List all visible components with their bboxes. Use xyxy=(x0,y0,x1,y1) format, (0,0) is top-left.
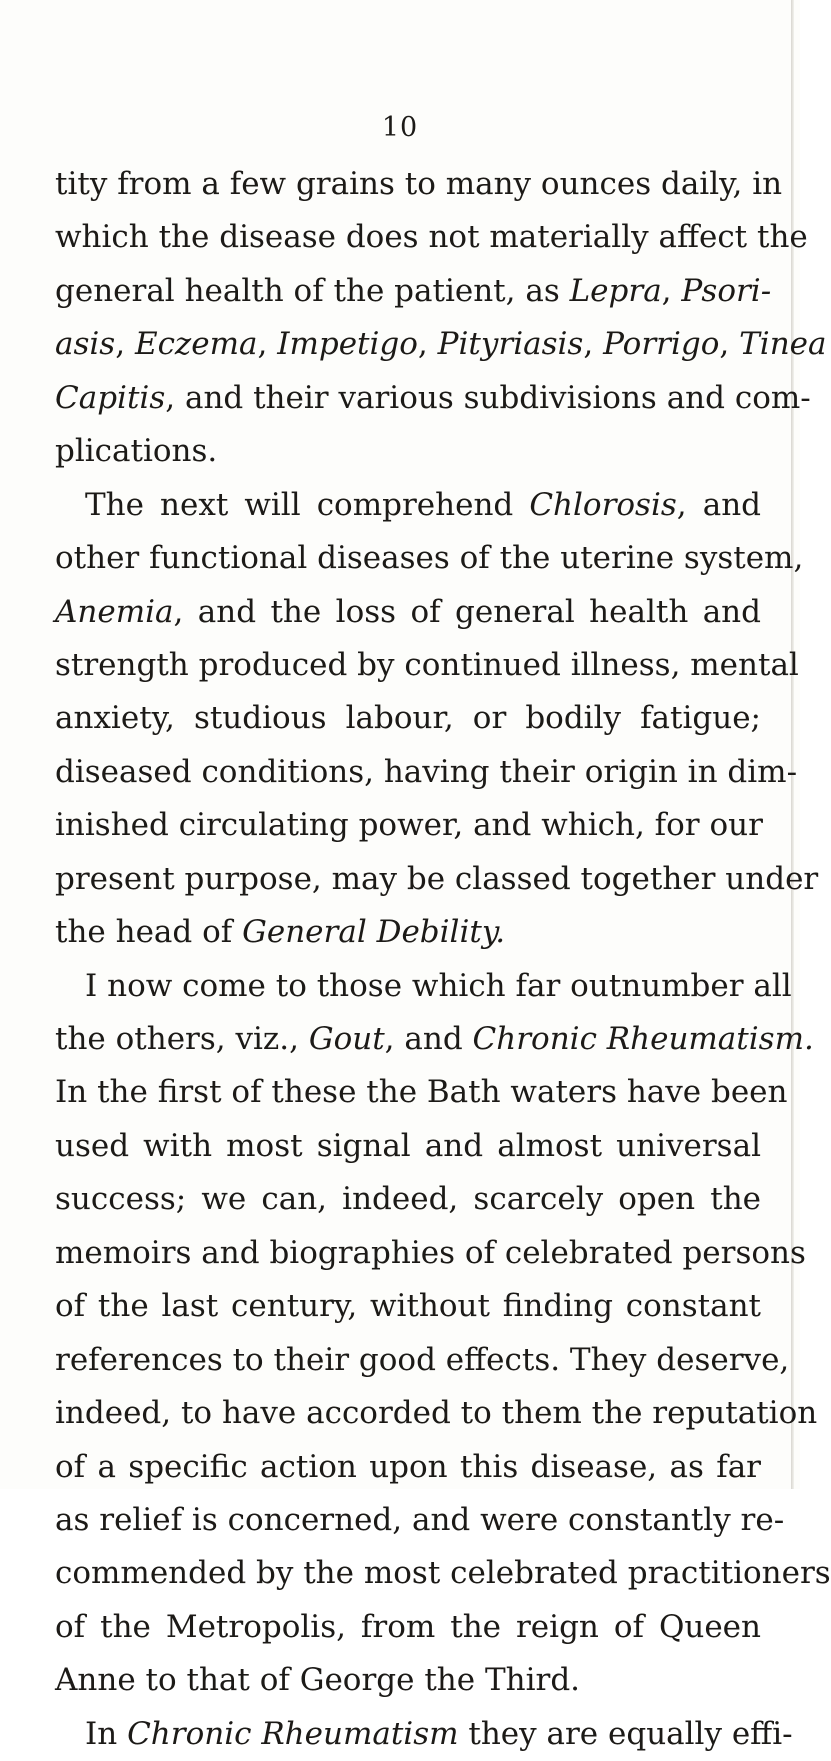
text-run: diseased conditions, having their origin in dim- xyxy=(55,753,798,790)
text-line xyxy=(55,746,798,799)
text-run: , xyxy=(257,326,278,363)
text-line xyxy=(55,1227,806,1280)
text-line xyxy=(55,1013,814,1066)
text-run: indeed, to have accorded to them the reputation xyxy=(55,1395,818,1432)
text-run: of a specific action upon this disease, as far xyxy=(55,1448,761,1485)
italic-term: asis xyxy=(55,326,116,363)
italic-term: Gout xyxy=(308,1021,385,1057)
text-line xyxy=(55,211,808,264)
italic-term: General Debility. xyxy=(242,914,506,951)
text-line xyxy=(55,1173,761,1226)
text-line xyxy=(55,1280,761,1333)
text-line xyxy=(55,158,783,211)
text-run: used with most signal and almost universal xyxy=(55,1127,761,1164)
text-run: success; we can, indeed, scarcely open the xyxy=(55,1181,761,1218)
text-run: , and the loss of general health and xyxy=(173,593,761,630)
text-line xyxy=(55,692,761,745)
text-run: of the last century, without finding constant xyxy=(55,1288,761,1325)
text-run: I now come to those which far outnumber all xyxy=(85,967,792,1004)
text-line xyxy=(55,1441,761,1494)
text-run: strength produced by continued illness, mental xyxy=(55,646,799,683)
page-number: 10 xyxy=(381,112,419,143)
text-line xyxy=(55,1066,788,1119)
text-line xyxy=(55,318,827,371)
text-run: memoirs and biographies of celebrated persons xyxy=(55,1234,806,1271)
text-run: inished circulating power, and which, for our xyxy=(55,807,763,844)
text-line xyxy=(55,1708,793,1761)
italic-term: Impetigo xyxy=(277,326,418,363)
text-line xyxy=(55,1654,761,1707)
text-run: as relief is concerned, and were constantly re- xyxy=(55,1501,785,1538)
text-run: general health of the patient, as xyxy=(55,272,570,309)
text-run: , xyxy=(661,272,682,309)
text-line xyxy=(55,853,819,906)
italic-term: Lepra xyxy=(569,272,662,309)
text-line xyxy=(55,1547,831,1600)
text-run: tity from a few grains to many ounces daily, in xyxy=(55,166,783,202)
text-run: , xyxy=(719,326,740,363)
text-line xyxy=(55,1601,761,1654)
text-line xyxy=(55,372,811,425)
text-run: anxiety, studious labour, or bodily fatigue; xyxy=(55,700,761,737)
text-line xyxy=(55,1494,785,1547)
text-run: , and xyxy=(384,1021,473,1057)
text-run: the head of xyxy=(55,914,243,951)
italic-term: Psori- xyxy=(681,272,772,309)
text-run: commended by the most celebrated practitioners xyxy=(55,1555,831,1592)
text-run: they are equally effi- xyxy=(458,1715,793,1752)
italic-term: Anemia xyxy=(55,593,174,630)
text-run: In the first of these the Bath waters have been xyxy=(55,1074,788,1111)
body-text xyxy=(55,158,831,1761)
text-line xyxy=(55,639,799,692)
text-line xyxy=(55,425,761,478)
text-run: plications. xyxy=(55,433,218,470)
text-run: other functional diseases of the uterine system, xyxy=(55,540,804,577)
text-run: , xyxy=(583,326,604,363)
text-line xyxy=(55,906,761,959)
italic-term: Eczema xyxy=(134,326,258,363)
italic-term: Tinea xyxy=(739,326,827,363)
italic-term: Porrigo xyxy=(603,326,720,363)
text-line xyxy=(55,799,761,852)
italic-term: Chronic Rheumatism. xyxy=(472,1021,814,1057)
text-run: which the disease does not materially affect the xyxy=(55,219,808,256)
text-line xyxy=(55,479,761,532)
text-line xyxy=(55,1120,761,1173)
italic-term: Capitis xyxy=(55,379,166,416)
italic-term: Chronic Rheumatism xyxy=(127,1715,459,1752)
text-line xyxy=(55,265,772,318)
text-run: present purpose, may be classed together under xyxy=(55,860,819,897)
text-run: Anne to that of George the Third. xyxy=(55,1662,581,1699)
text-line xyxy=(55,1334,790,1387)
text-line xyxy=(55,960,792,1013)
text-run: references to their good effects. They deserve, xyxy=(55,1341,790,1378)
text-line xyxy=(55,586,761,639)
italic-term: Pityriasis xyxy=(437,326,584,363)
italic-term: Chlorosis xyxy=(529,486,677,523)
text-line xyxy=(55,1387,818,1440)
text-run: The next will comprehend xyxy=(85,486,530,523)
text-run: , xyxy=(115,326,135,363)
text-line xyxy=(55,532,804,585)
text-run: the others, viz., xyxy=(55,1021,309,1057)
text-run: , and xyxy=(676,486,762,523)
text-run: of the Metropolis, from the reign of Queen xyxy=(55,1608,761,1645)
text-run: , xyxy=(417,326,438,363)
text-run: In xyxy=(85,1715,128,1752)
text-run: , and their various subdivisions and com- xyxy=(165,379,811,416)
